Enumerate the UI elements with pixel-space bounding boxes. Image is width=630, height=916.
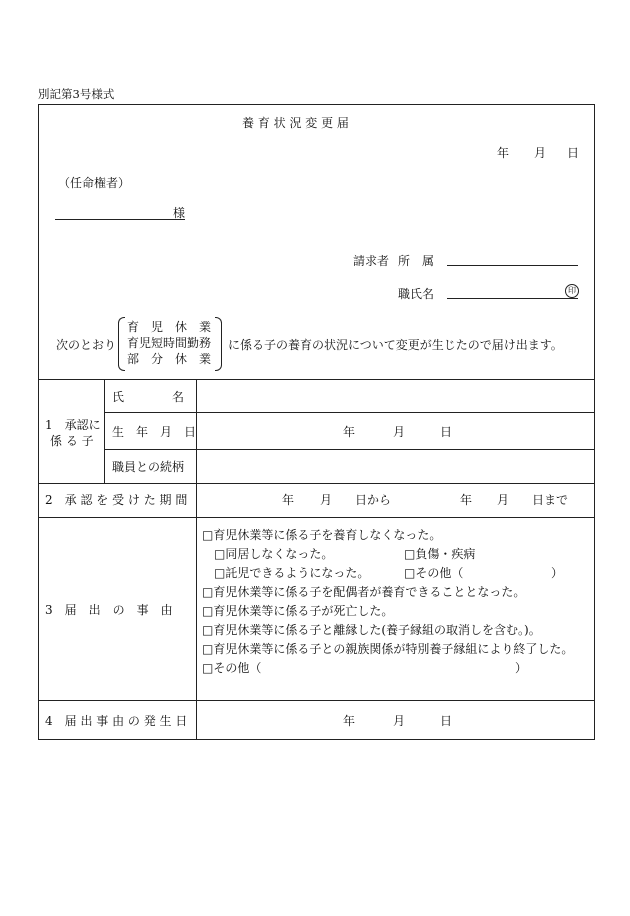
relationship-field[interactable]	[198, 451, 594, 481]
relationship-label: 職員との続柄	[112, 460, 185, 474]
reason-dissolved-adoption[interactable]: □育児休業等に係る子と離縁した(養子縁組の取消しを含む。)。	[202, 623, 541, 637]
name-label: 職氏名	[398, 287, 435, 301]
section4-heading: 4 届 出 事 由 の 発 生 日	[45, 714, 188, 728]
date-day: 日	[567, 146, 580, 160]
statement-prefix: 次のとおり	[56, 338, 117, 352]
reason-injury-illness[interactable]: □負傷・疾病	[404, 547, 476, 561]
reason-spouse-can-raise[interactable]: □育児休業等に係る子を配偶者が養育できることとなった。	[202, 585, 526, 599]
authority-name-line[interactable]	[55, 219, 185, 220]
appointing-authority: （任命権者）	[58, 176, 131, 190]
birth-month: 月	[393, 425, 406, 439]
left-bracket	[118, 317, 125, 371]
option-partial-leave: 部 分 休 業	[127, 352, 212, 366]
section1-heading-line1: 1 承認に	[45, 418, 101, 432]
occurrence-year: 年	[343, 714, 356, 728]
section1-heading-line2: 係 る 子	[50, 434, 94, 448]
divider	[38, 379, 595, 380]
to-month: 月	[497, 493, 510, 507]
statement-suffix: に係る子の養育の状況について変更が生じたので届け出ます。	[228, 338, 563, 352]
claimant-label: 請求者	[353, 254, 390, 268]
sama-honorific: 様	[173, 206, 186, 220]
occurrence-month: 月	[393, 714, 406, 728]
divider	[104, 379, 105, 483]
reason-no-longer-raising[interactable]: □育児休業等に係る子を養育しなくなった。	[202, 528, 442, 542]
reason-other[interactable]: □その他（	[202, 661, 262, 675]
occurrence-day: 日	[440, 714, 453, 728]
reason-childcare-available[interactable]: □託児できるようになった。	[214, 566, 370, 580]
to-year: 年	[460, 493, 473, 507]
form-title: 養 育 状 況 変 更 届	[242, 116, 349, 130]
birth-day: 日	[440, 425, 453, 439]
divider	[104, 412, 595, 413]
divider	[196, 379, 197, 740]
from-year: 年	[282, 493, 295, 507]
divider	[38, 483, 595, 484]
child-name-label: 氏 名	[112, 390, 185, 404]
to-day: 日まで	[532, 493, 569, 507]
reason-special-adoption[interactable]: □育児休業等に係る子との親族関係が特別養子縁組により終了した。	[202, 642, 574, 656]
affiliation-field[interactable]	[447, 265, 578, 266]
name-field[interactable]	[447, 298, 578, 299]
option-short-hours: 育児短時間勤務	[127, 336, 212, 350]
reason-child-died[interactable]: □育児休業等に係る子が死亡した。	[202, 604, 394, 618]
date-month: 月	[534, 146, 547, 160]
right-bracket	[215, 317, 222, 371]
divider	[38, 517, 595, 518]
from-day: 日から	[355, 493, 392, 507]
reason-other-close: ）	[515, 661, 528, 675]
child-name-field[interactable]	[198, 381, 594, 411]
from-month: 月	[320, 493, 333, 507]
form-label: 別記第3号様式	[38, 87, 115, 101]
affiliation-label: 所 属	[398, 254, 435, 268]
section3-heading: 3 届 出 の 事 由	[45, 603, 173, 617]
divider	[38, 700, 595, 701]
date-year: 年	[497, 146, 510, 160]
section2-heading: 2 承 認 を 受 け た 期 間	[45, 493, 188, 507]
reason-not-cohabiting[interactable]: □同居しなくなった。	[214, 547, 334, 561]
reason-other-sub[interactable]: □その他（	[404, 566, 464, 580]
seal-mark: 印	[565, 284, 579, 298]
birth-year: 年	[343, 425, 356, 439]
reason-other-sub-close: ）	[551, 566, 564, 580]
divider	[104, 449, 595, 450]
option-childcare-leave: 育 児 休 業	[127, 320, 212, 334]
child-birthdate-label: 生 年 月 日	[112, 425, 197, 439]
